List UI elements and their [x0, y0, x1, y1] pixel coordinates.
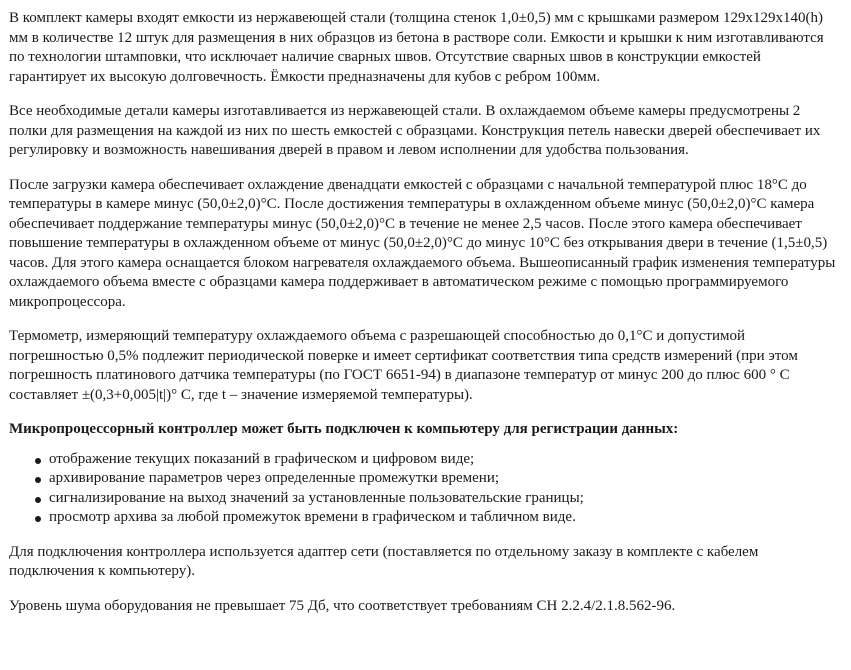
paragraph-noise: Уровень шума оборудования не превышает 75 Дб, что соответствует требованиям СН 2.2.4/2.1.8.562-96. — [9, 597, 676, 614]
paragraph-thermometer: Термометр, измеряющий температуру охлаждаемого объема с разрешающей способностью до 0,1°С и допустимой погрешностью 0,5% подлежит периодической поверке и имеет сертификат соответствия типа средств измерений (при этом погрешность платинового датчика температуры (по ГОСТ 6651-94) в диапазоне температур от минус 200 до плюс 600 ° С составляет ±(0,3+0,005|t|)° С, где t – значение измеряемой температуры). — [9, 328, 798, 403]
list-item — [49, 450, 837, 470]
list-item — [49, 489, 837, 509]
controller-heading: Микропроцессорный контроллер может быть подключен к компьютеру для регистрации данных: — [9, 421, 679, 437]
paragraph-construction: Все необходимые детали камеры изготавливается из нержавеющей стали. В охлаждаемом объеме камеры предусмотрены 2 полки для размещения на каждой из них по шесть емкостей с образцами. Конструкция петель навески дверей обеспечивает их регулировку и возможность навешивания дверей в правом и левом исполнении для удобства пользования. — [9, 103, 821, 158]
list-item-text: отображение текущих показаний в графическом и цифровом виде; — [49, 450, 475, 467]
bullet-icon — [35, 516, 41, 522]
list-item-text: архивирование параметров через определенные промежутки времени; — [49, 470, 500, 486]
list-item — [49, 508, 837, 528]
controller-feature-list — [9, 450, 837, 528]
paragraph-adapter: Для подключения контроллера используется адаптер сети (поставляется по отдельному заказу в комплекте с кабелем подключения к компьютеру). — [9, 543, 759, 579]
paragraph-cooling-cycle: После загрузки камера обеспечивает охлаждение двенадцати емкостей с образцами с начальной температурой плюс 18°С до температуры в камере минус (50,0±2,0)°С. После достижения температуры в охлажденном объеме минус (50,0±2,0)°С камера обеспечивает поддержание температуры минус (50,0±2,0)°С в течение не менее 2,5 часов. После этого камера обеспечивает повышение температуры в охлажденном объеме от минус (50,0±2,0)°С до минус 10°С без открывания двери в течение (1,5±0,5) часов. Для этого камера оснащается блоком нагревателя охлаждаемого объема. Вышеописанный график изменения температуры охлаждаемого объема вместе с образцами камера поддерживает в автоматическом режиме с помощью программируемого микропроцессора. — [9, 176, 836, 310]
bullet-icon — [35, 477, 41, 483]
paragraph-containers: В комплект камеры входят емкости из нержавеющей стали (толщина стенок 1,0±0,5) мм с крышками размером 129x129x140(h) мм в количестве 12 штук для размещения в них образцов из бетона в растворе соли. Емкости и крышки к ним изготавливаются по технологии штамповки, что исключает наличие сварных швов. Отсутствие сварных швов в конструкции емкостей гарантирует их высокую долговечность. Ёмкости предназначены для кубов с ребром 100мм. — [9, 10, 824, 85]
bullet-icon — [35, 497, 41, 503]
list-item — [49, 469, 837, 489]
list-item-text: просмотр архива за любой промежуток времени в графическом и табличном виде. — [49, 509, 576, 525]
list-item-text: сигнализирование на выход значений за установленные пользовательские границы; — [49, 489, 584, 506]
bullet-icon — [35, 458, 41, 464]
